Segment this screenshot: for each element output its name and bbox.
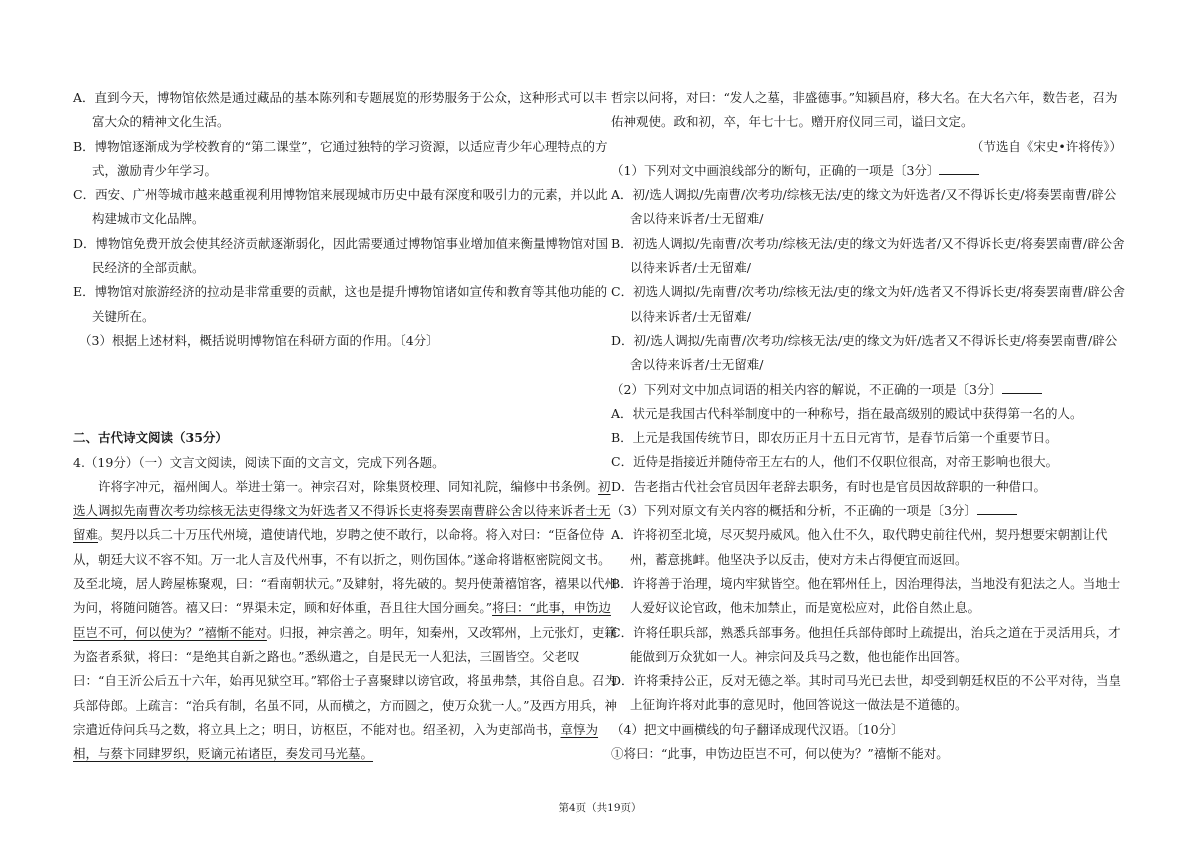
q1-option-a: A．初/选人调拟/先南曹/次考功/综核无法/吏的缘文为奸选者/又不得诉长吏/将奏罢南曹/辟公舍以待来诉者/士无留难/ <box>611 187 1117 227</box>
question-3b-text: （3）下列对原文有关内容的概括和分析，不正确的一项是〔3分〕 <box>611 503 977 519</box>
page-footer: 第4页（共19页） <box>558 802 642 814</box>
option-b: B．博物馆逐渐成为学校教育的“第二课堂”，它通过独特的学习资源，以适应青少年心理特点的方式，激励青少年学习。 <box>73 138 608 178</box>
q1-option-b: B．初选人调拟/先南曹/次考功/综核无法/吏的缘文为奸选者/又不得诉长吏/将奏罢南曹/辟公舍以待来诉者/士无留难/ <box>611 235 1125 276</box>
question-2-text: （2）下列对文中加点词语的相关内容的解说，不正确的一项是〔3分〕 <box>611 381 1002 397</box>
question-1-text: （1）下列对文中画浪线部分的断句，正确的一项是〔3分〕 <box>611 162 940 178</box>
classical-passage <box>73 475 618 767</box>
q3-option-b: B．许将善于治理，境内牢狱皆空。他在郓州任上，因治理得法，当地没有犯法之人。当地士人爱好议论官政，他未加禁止，而是宽松应对，此俗自然止息。 <box>611 575 1121 616</box>
option-c: C．西安、广州等城市越来越重视利用博物馆来展现城市历史中最有深度和吸引力的元素，并以此构建城市文化品牌。 <box>73 187 608 227</box>
answer-blank[interactable] <box>1002 379 1042 394</box>
passage-text-1: 许将字冲元，福州闽人。举进士第一。神宗召对，除集贤校理、同知礼院，编修中书条例。 <box>98 478 599 494</box>
q2-option-c: C．近侍是指接近并随侍帝王左右的人，他们不仅职位很高，对帝王影响也很大。 <box>611 454 1059 470</box>
right-column <box>611 86 1128 766</box>
answer-space <box>73 353 618 426</box>
q3-option-c: C．许将任职兵部，熟悉兵部事务。他担任兵部侍郎时上疏提出，治兵之道在于灵活用兵，才能做到万众犹如一人。神宗问及兵马之数，他也能作出回答。 <box>611 624 1121 664</box>
wavy-underlined-passage: 初选人调拟先南曹次考功综核无法吏得缘文为奸选者又不得诉长吏将奏罢南曹辟公舍以待来诉者士无留难 <box>73 478 611 543</box>
passage-text-2: 。契丹以兵二十万压代州境，遣使请代地，岁聘之使不敢行，以命将。将入对曰：“臣备位侍从，朝廷大议不容不知。万一北人言及代州事，不有以折之，则伤国体。”遂命将谐枢密院阅文书。及至北境，居人跨屋栋聚观，曰：“看南朝状元。”及肄射，将先破的。契丹使萧禧馆客，禧果以代州为问，将随问随答。禧又曰：“界渠未定，顾和好体重，吾且往大国分画矣。” <box>73 527 618 616</box>
passage-text-3: 。归报，神宗善之。明年，知秦州，又改郓州，上元张灯，吏籍为盗者系狱，将曰：“是绝其自新之路也。”悉纵遣之，自是民无一人犯法，三圄皆空。父老叹曰：“自王沂公后五十六年，始再见狱空耳。”郓俗士子喜聚肆以谤官政，将虽弗禁，其俗自息。召为兵部侍郎。上疏言：“治兵有制，名虽不同，从而横之，方而圆之，使万众犹一人。”及西方用兵，神宗遣近侍问兵马之数，将立具上之；明日，访枢臣，不能对也。绍圣初，入为吏部尚书， <box>73 624 618 737</box>
answer-blank[interactable] <box>977 500 1017 515</box>
question-1 <box>611 159 1128 183</box>
q1-option-c: C．初选人调拟/先南曹/次考功/综核无法/吏的缘文为奸/选者又不得诉长吏/将奏罢南曹/辟公舍以待来诉者/士无留难/ <box>611 284 1126 324</box>
underlined-sentence-1: 将曰：“此事，申饬边臣岂不可，何以使为？”禧惭不能对 <box>73 600 611 640</box>
section-title: 二、古代诗文阅读（35分） <box>73 430 228 446</box>
q3-option-a: A．许将初至北境，尽灭契丹威风。他入仕不久，取代聘史前往代州，契丹想要宋朝割让代州，蓄意挑衅。他坚决予以反击，使对方未占得便宜而返回。 <box>611 527 1108 567</box>
option-e: E．博物馆对旅游经济的拉动是非常重要的贡献，这也是提升博物馆诸如宣传和教育等其他功能的关键所在。 <box>73 284 608 324</box>
q2-option-d: D．告老指古代社会官员因年老辞去职务，有时也是官员因故辞职的一种借口。 <box>611 478 1047 494</box>
left-column <box>73 86 618 766</box>
option-a: A．直到今天，博物馆依然是通过藏品的基本陈列和专题展览的形势服务于公众，这种形式可以丰富大众的精神文化生活。 <box>73 90 608 130</box>
passage-source: （节选自《宋史•许将传》） <box>970 138 1122 154</box>
q2-option-b: B．上元是我国传统节日，即农历正月十五日元宵节，是春节后第一个重要节日。 <box>611 430 1058 446</box>
q3-option-d: D．许将秉持公正，反对无德之举。其时司马光已去世，却受到朝廷权臣的不公平对待，当皇上征询许将对此事的意见时，他回答说这一做法是不道德的。 <box>611 673 1122 713</box>
question-3: （3）根据上述材料，概括说明博物馆在科研方面的作用。〔4分〕 <box>79 332 439 348</box>
q2-option-a: A．状元是我国古代科举制度中的一种称号，指在最高级别的殿试中获得第一名的人。 <box>611 405 1083 421</box>
answer-blank[interactable] <box>939 160 979 175</box>
question-3b <box>611 499 1128 523</box>
passage-end: 哲宗以问将，对曰：“发人之墓，非盛德事。”知颍昌府，移大名。在大名六年，数告老，召为佑神观使。政和初，卒，年七十七。赠开府仪同三司，谥曰文定。 <box>611 90 1118 130</box>
question-4-intro: 4.（19分）（一）文言文阅读，阅读下面的文言文，完成下列各题。 <box>73 454 445 470</box>
q1-option-d: D．初/选人调拟/先南曹/次考功/综核无法/吏的缘文为奸/选者又不得诉长吏/将奏罢南曹/辟公舍以待来诉者/士无留难/ <box>611 332 1118 373</box>
underlined-sentence-2: 章惇为相，与蔡卞同肆罗织，贬谪元祐诸臣，奏发司马光墓。 <box>73 721 599 762</box>
option-d: D．博物馆免费开放会使其经济贡献逐渐弱化，因此需要通过博物馆事业增加值来衡量博物馆对国民经济的全部贡献。 <box>73 235 609 276</box>
translation-item-1: ①将曰：“此事，申饬边臣岂不可，何以使为？”禧惭不能对。 <box>611 746 949 762</box>
question-2 <box>611 378 1128 402</box>
question-4b: （4）把文中画横线的句子翻译成现代汉语。〔10分〕 <box>611 721 904 737</box>
